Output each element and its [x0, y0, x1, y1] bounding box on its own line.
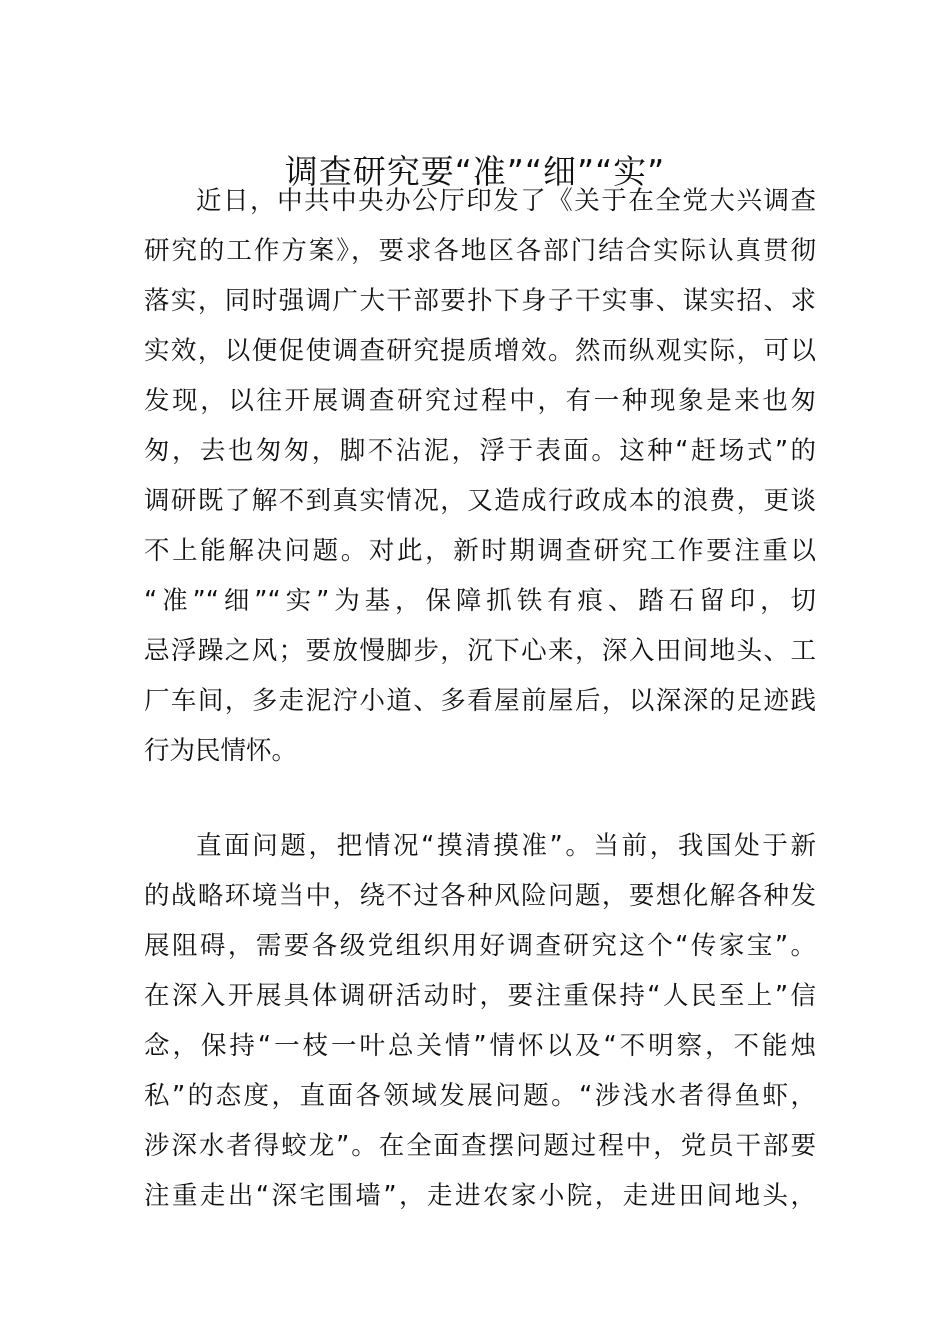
document-title: 调查研究要“准”“细”“实”: [284, 152, 666, 192]
paragraph-line: 厂车间，多走泥泞小道、多看屋前屋后，以深深的足迹践: [144, 686, 816, 716]
paragraph-line: 落实，同时强调广大干部要扑下身子干实事、谋实招、求: [144, 286, 816, 316]
paragraph-line: “准”“细”“实”为基，保障抓铁有痕、踏石留印，切: [144, 586, 816, 616]
paragraph-line: 私”的态度，直面各领域发展问题。“涉浅水者得鱼虾，: [144, 1081, 816, 1111]
paragraph-line: 的战略环境当中，绕不过各种风险问题，要想化解各种发: [144, 881, 816, 911]
paragraph-1: [144, 176, 816, 776]
paragraph-line: 涉深水者得蛟龙”。在全面查摆问题过程中，党员干部要: [144, 1131, 816, 1161]
paragraph-line: 近日，中共中央办公厅印发了《关于在全党大兴调查: [196, 186, 816, 216]
paragraph-line: 匆，去也匆匆，脚不沾泥，浮于表面。这种“赶场式”的: [144, 436, 816, 466]
paragraph-line: 展阻碍，需要各级党组织用好调查研究这个“传家宝”。: [144, 931, 816, 961]
paragraph-line: 行为民情怀。: [144, 736, 298, 766]
paragraph-line: 注重走出“深宅围墙”，走进农家小院，走进田间地头，: [144, 1181, 816, 1211]
paragraph-line: 直面问题，把情况“摸清摸准”。当前，我国处于新: [196, 831, 816, 861]
paragraph-line: 忌浮躁之风；要放慢脚步，沉下心来，深入田间地头、工: [144, 636, 816, 666]
paragraph-line: 发现，以往开展调查研究过程中，有一种现象是来也匆: [144, 386, 816, 416]
paragraph-line: 不上能解决问题。对此，新时期调查研究工作要注重以: [144, 536, 816, 566]
paragraph-line: 调研既了解不到真实情况，又造成行政成本的浪费，更谈: [144, 486, 816, 516]
paragraph-line: 研究的工作方案》，要求各地区各部门结合实际认真贯彻: [144, 236, 816, 266]
paragraph-line: 在深入开展具体调研活动时，要注重保持“人民至上”信: [144, 981, 816, 1011]
paragraph-line: 念，保持“一枝一叶总关情”情怀以及“不明察，不能烛: [144, 1031, 816, 1061]
paragraph-2: [144, 821, 816, 1221]
paragraph-line: 实效，以便促使调查研究提质增效。然而纵观实际，可以: [144, 336, 816, 366]
